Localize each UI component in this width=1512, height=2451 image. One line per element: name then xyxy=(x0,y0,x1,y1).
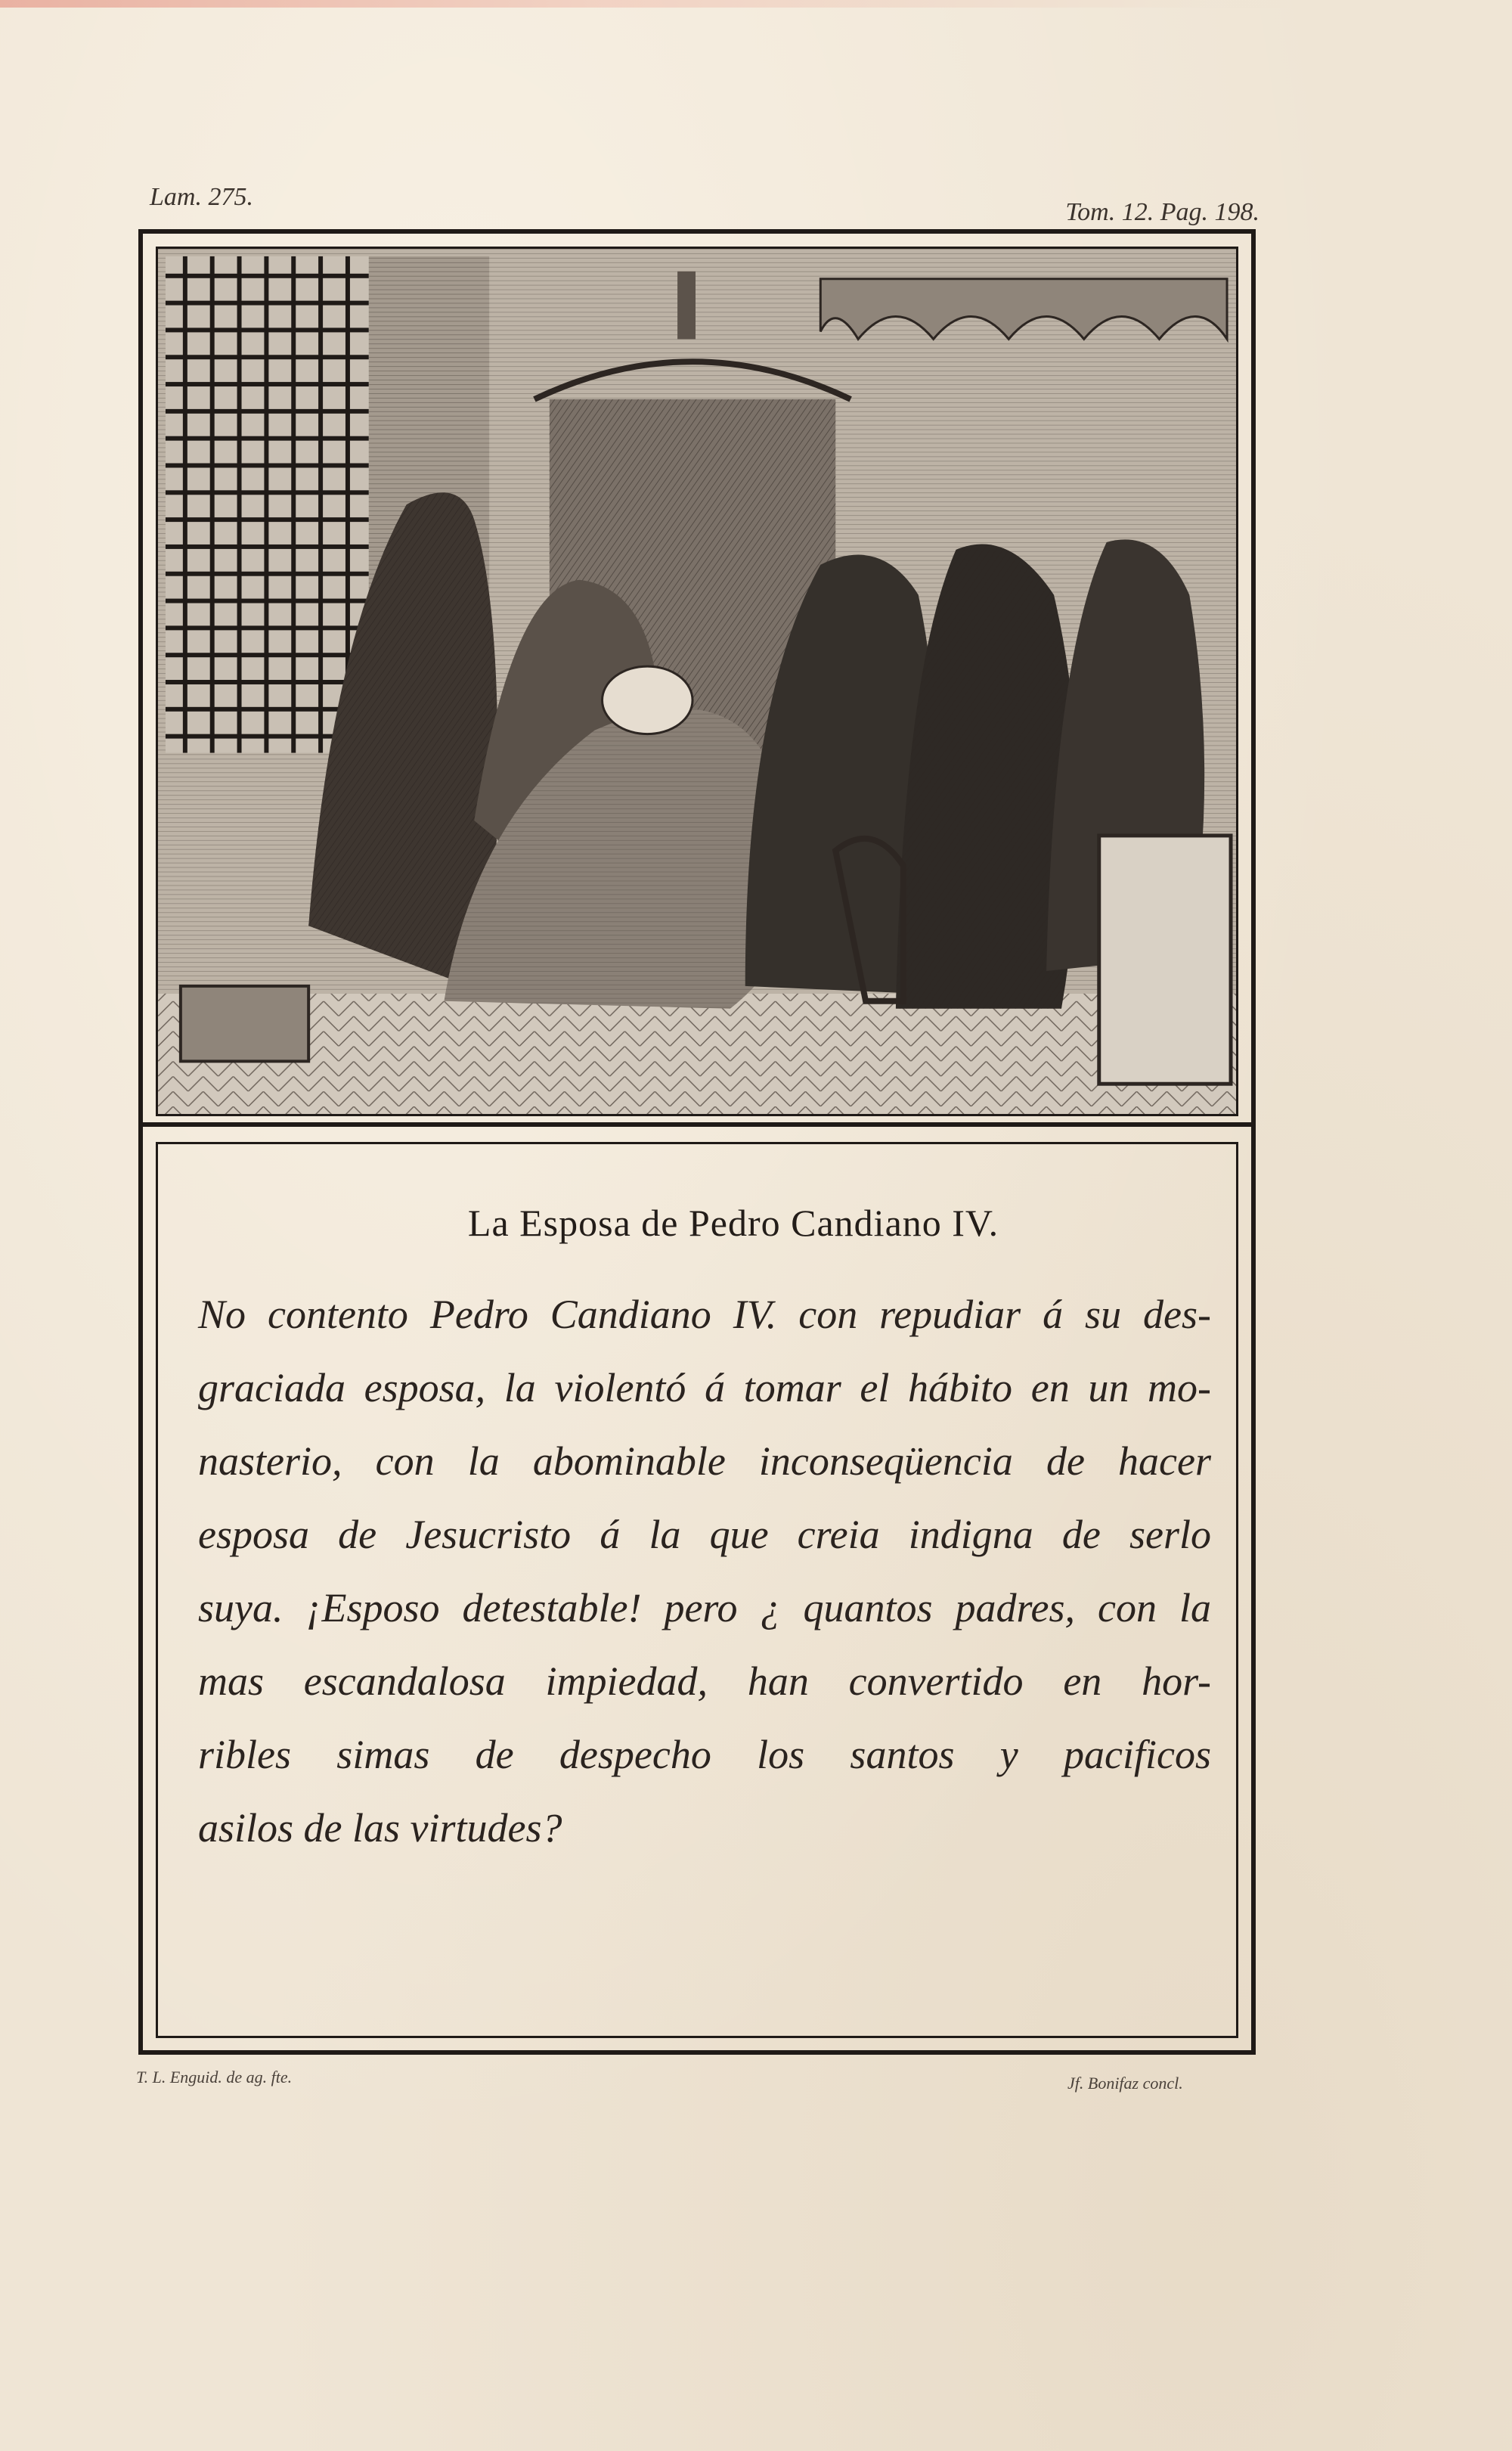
volume-page-reference: Tom. 12. Pag. 198. xyxy=(1065,198,1259,226)
caption-line: nasterio, con la abominable inconseqüencia de hacer xyxy=(198,1438,1211,1484)
caption-line: asilos de las virtudes? xyxy=(198,1805,562,1851)
plate-number: Lam. 275. xyxy=(150,183,253,211)
caption-line: suya. ¡Esposo detestable! pero ¿ quantos padres, con la xyxy=(198,1585,1211,1630)
caption-line: mas escandalosa impiedad, han convertido en hor- xyxy=(198,1658,1211,1704)
caption-line: graciada esposa, la violentó á tomar el hábito en un mo- xyxy=(198,1365,1211,1410)
engraving-illustration xyxy=(156,247,1238,1116)
engraver-credit: Jf. Bonifaz concl. xyxy=(1067,2074,1183,2093)
caption-text xyxy=(198,1278,1211,1865)
engraving-scene xyxy=(158,249,1236,1114)
artist-credit: T. L. Enguid. de ag. fte. xyxy=(136,2068,293,2086)
caption-line: esposa de Jesucristo á la que creia indigna de serlo xyxy=(198,1512,1211,1557)
plate-title: La Esposa de Pedro Candiano IV. xyxy=(467,1202,999,1244)
frame-divider xyxy=(138,1122,1256,1127)
caption-line: ribles simas de despecho los santos y pacificos xyxy=(198,1732,1211,1777)
paper-edge xyxy=(0,0,1512,8)
caption-line: No contento Pedro Candiano IV. con repudiar á su des- xyxy=(198,1292,1211,1337)
